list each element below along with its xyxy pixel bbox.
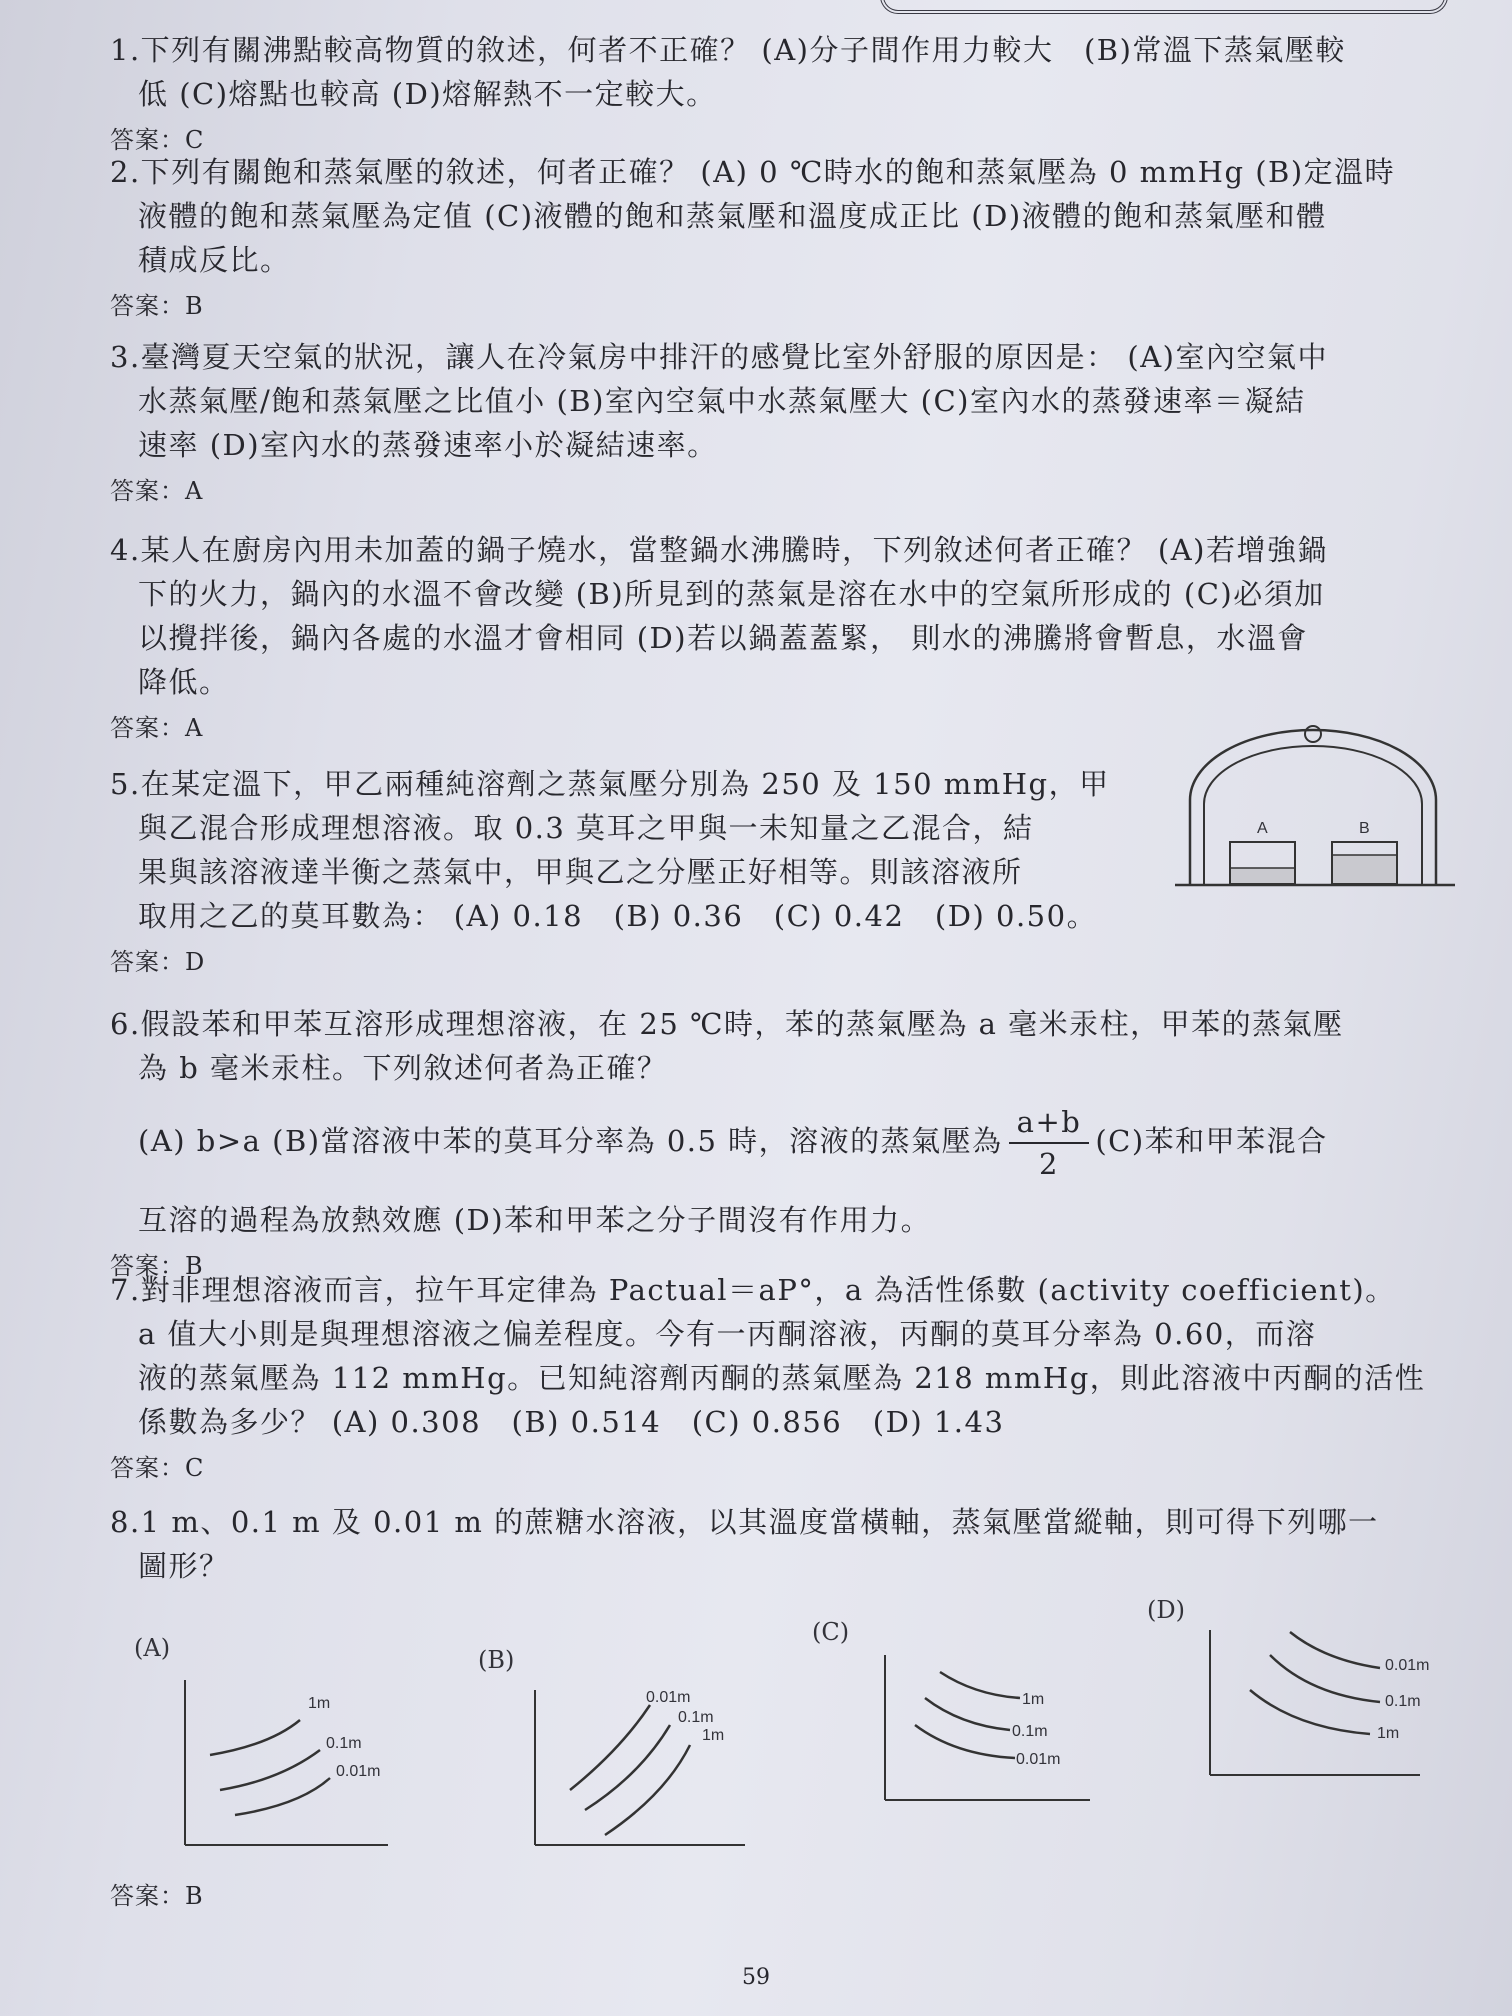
graph-c-curve-2 — [925, 1698, 1010, 1730]
graph-c — [810, 1610, 1110, 1840]
graph-d-option: (D) — [1147, 1596, 1185, 1624]
graph-c-curve-1 — [940, 1672, 1020, 1698]
question-4-line-1: 4.某人在廚房內用未加蓋的鍋子燒水，當整鍋水沸騰時，下列敘述何者正確？ (A)若增強鍋 — [110, 533, 1328, 567]
graph-d-label-2: 0.1m — [1385, 1693, 1421, 1710]
question-4-line-2: 下的火力，鍋內的水溫不會改變 (B)所見到的蒸氣是溶在水中的空氣所形成的 (C)必須加 — [138, 577, 1325, 611]
graph-a-label-3: 0.01m — [336, 1763, 381, 1780]
graph-b-curve-1 — [570, 1705, 650, 1790]
question-1 — [110, 28, 1460, 155]
question-4-line-3: 以攪拌後，鍋內各處的水溫才會相同 (D)若以鍋蓋蓋緊， 則水的沸騰將會暫息，水溫會 — [138, 621, 1308, 655]
beaker-b-liquid — [1333, 855, 1396, 883]
fraction-denominator: 2 — [1039, 1147, 1059, 1181]
question-2-line-1: 2.下列有關飽和蒸氣壓的敘述，何者正確？ (A) 0 ℃時水的飽和蒸氣壓為 0 mmHg (B)定溫時 — [110, 155, 1396, 189]
graph-a-label-1: 1m — [308, 1695, 331, 1712]
graph-a-curve-1 — [210, 1720, 300, 1755]
graph-d — [1145, 1590, 1445, 1820]
graph-b-option: (B) — [478, 1646, 515, 1674]
question-5 — [110, 762, 1150, 977]
question-2-answer: 答案：B — [110, 292, 204, 320]
graph-c-option: (C) — [812, 1618, 850, 1646]
question-4 — [110, 528, 1460, 743]
graph-d-curve-1 — [1290, 1632, 1380, 1668]
question-3-line-3: 速率 (D)室內水的蒸發速率小於凝結速率。 — [138, 428, 718, 462]
graph-c-label-3: 0.01m — [1016, 1751, 1061, 1768]
question-5-answer: 答案：D — [110, 948, 206, 976]
graph-b-label-3: 1m — [702, 1727, 725, 1744]
question-6-options-line — [110, 1102, 1460, 1184]
question-4-line-4: 降低。 — [138, 665, 230, 699]
question-6-options-pre: (A) b>a (B)當溶液中苯的莫耳分率為 0.5 時，溶液的蒸氣壓為 — [138, 1124, 1003, 1158]
question-3-line-2: 水蒸氣壓/飽和蒸氣壓之比值小 (B)室內空氣中水蒸氣壓大 (C)室內水的蒸發速率＝凝結 — [138, 384, 1306, 418]
question-2 — [110, 150, 1460, 321]
question-5-line-1: 5.在某定溫下，甲乙兩種純溶劑之蒸氣壓分別為 250 及 150 mmHg，甲 — [110, 767, 1110, 801]
question-8-answer: 答案：B — [110, 1882, 204, 1910]
question-5-line-3: 果與該溶液達半衡之蒸氣中，甲與乙之分壓正好相等。則該溶液所 — [138, 855, 1023, 889]
question-8-line-2: 圖形？ — [138, 1549, 230, 1583]
question-6-options-post: (C)苯和甲苯混合 — [1095, 1124, 1328, 1158]
question-4-answer: 答案：A — [110, 714, 204, 742]
graph-d-curve-2 — [1270, 1655, 1380, 1702]
beaker-a-label: A — [1257, 820, 1268, 837]
question-3 — [110, 335, 1460, 506]
question-1-line-1: 1.下列有關沸點較高物質的敘述，何者不正確？ (A)分子間作用力較大 (B)常溫下蒸氣壓較 — [110, 33, 1346, 67]
question-6-options-line-2: 互溶的過程為放熱效應 (D)苯和甲苯之分子間沒有作用力。 — [138, 1203, 932, 1237]
graph-a — [130, 1630, 430, 1860]
question-8 — [110, 1500, 1460, 1588]
graph-a-label-2: 0.1m — [326, 1735, 362, 1752]
fraction — [1009, 1102, 1090, 1184]
question-7-line-1: 7.對非理想溶液而言，拉午耳定律為 Pactual＝aP°，a 為活性係數 (activity coefficient)。 — [110, 1273, 1396, 1307]
question-6-line-2: 為 b 毫米汞柱。下列敘述何者為正確？ — [138, 1051, 668, 1085]
question-1-line-2: 低 (C)熔點也較高 (D)熔解熱不一定較大。 — [138, 77, 717, 111]
question-7-line-2: a 值大小則是與理想溶液之偏差程度。今有一丙酮溶液，丙酮的莫耳分率為 0.60，而溶 — [138, 1317, 1317, 1351]
question-8-answer-block — [110, 1872, 1460, 1911]
question-6-answer: 答案：B — [110, 1252, 204, 1280]
question-7-answer: 答案：C — [110, 1454, 205, 1482]
question-2-line-2: 液體的飽和蒸氣壓為定值 (C)液體的飽和蒸氣壓和溫度成正比 (D)液體的飽和蒸氣壓和體 — [138, 199, 1327, 233]
question-8-line-1: 8.1 m、0.1 m 及 0.01 m 的蔗糖水溶液，以其溫度當橫軸，蒸氣壓當縱軸，則可得下列哪一 — [110, 1505, 1379, 1539]
beaker-b-label: B — [1359, 820, 1370, 837]
question-5-line-2: 與乙混合形成理想溶液。取 0.3 莫耳之甲與一未知量之乙混合，結 — [138, 811, 1034, 845]
bell-jar-outer — [1190, 730, 1436, 885]
graph-b-curve-3 — [605, 1745, 690, 1835]
question-7-line-4: 係數為多少？ (A) 0.308 (B) 0.514 (C) 0.856 (D) 1.43 — [138, 1405, 1005, 1439]
bell-jar-knob — [1305, 726, 1321, 742]
question-1-answer: 答案：C — [110, 126, 205, 154]
graph-c-label-2: 0.1m — [1012, 1723, 1048, 1740]
graph-d-label-3: 1m — [1377, 1725, 1400, 1742]
question-7-line-3: 液的蒸氣壓為 112 mmHg。已知純溶劑丙酮的蒸氣壓為 218 mmHg，則此溶液中丙酮的活性 — [138, 1361, 1426, 1395]
bell-jar-diagram — [1170, 720, 1460, 890]
page-number: 59 — [742, 1965, 770, 1990]
question-5-line-4: 取用之乙的莫耳數為： (A) 0.18 (B) 0.36 (C) 0.42 (D) 0.50。 — [138, 899, 1098, 933]
beaker-a-liquid — [1231, 868, 1294, 883]
graph-a-curve-2 — [220, 1750, 320, 1790]
question-2-line-3: 積成反比。 — [138, 243, 291, 277]
question-6-line-1: 6.假設苯和甲苯互溶形成理想溶液，在 25 ℃時，苯的蒸氣壓為 a 毫米汞柱，甲苯的蒸氣壓 — [110, 1007, 1344, 1041]
question-3-answer: 答案：A — [110, 477, 204, 505]
graph-a-option: (A) — [134, 1634, 171, 1662]
question-6 — [110, 1002, 1460, 1281]
graph-c-label-1: 1m — [1022, 1691, 1045, 1708]
graph-b — [470, 1640, 770, 1870]
question-7 — [110, 1268, 1460, 1483]
header-frame — [880, 0, 1448, 14]
fraction-numerator: a+b — [1009, 1102, 1090, 1144]
graph-b-label-1: 0.01m — [646, 1689, 691, 1706]
graph-b-label-2: 0.1m — [678, 1709, 714, 1726]
question-3-line-1: 3.臺灣夏天空氣的狀況，讓人在冷氣房中排汗的感覺比室外舒服的原因是： (A)室內空氣中 — [110, 340, 1328, 374]
graph-d-label-1: 0.01m — [1385, 1657, 1430, 1674]
